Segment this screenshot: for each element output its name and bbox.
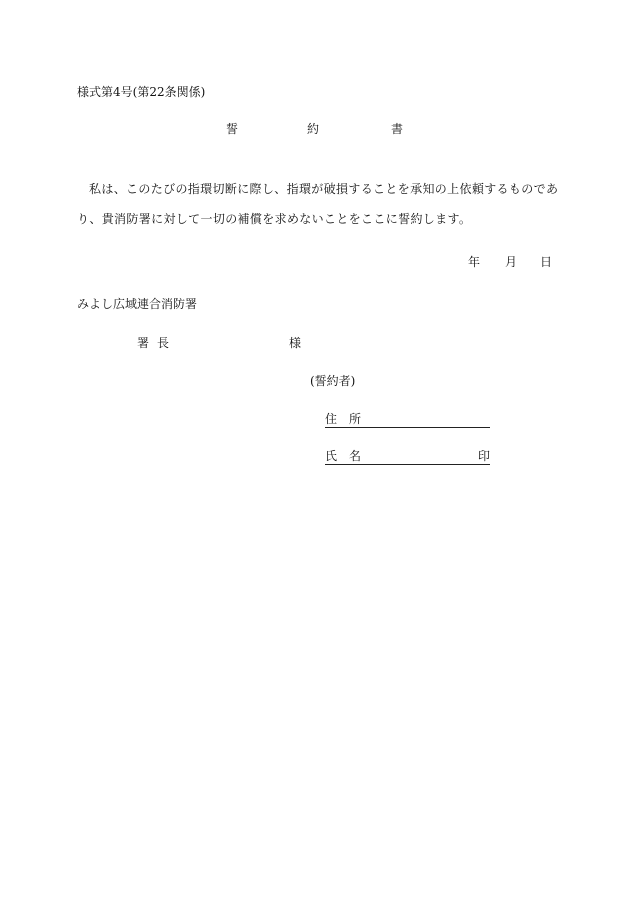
title-char-3: 書 — [391, 122, 404, 136]
pledge-body-line-1: 私は、このたびの指環切断に際し、指環が破損することを承知の上依頼するものであ — [89, 182, 559, 196]
title-char-2: 約 — [307, 122, 320, 136]
date-year-label: 年 — [468, 255, 481, 269]
name-label: 氏名 — [325, 449, 374, 463]
date-month-label: 月 — [505, 255, 518, 269]
address-label: 住所 — [325, 412, 374, 426]
form-number: 様式第4号(第22条関係) — [77, 85, 206, 99]
date-day-label: 日 — [540, 255, 553, 269]
addressee-chief-title: 署長 — [137, 336, 178, 350]
pledger-label: (誓約者) — [310, 374, 356, 388]
name-field[interactable] — [325, 448, 490, 465]
seal-mark: 印 — [477, 449, 490, 463]
title-char-1: 誓 — [226, 122, 239, 136]
address-field[interactable] — [325, 411, 490, 428]
addressee-honorific: 様 — [289, 336, 302, 350]
addressee-organization: みよし広域連合消防署 — [77, 297, 198, 311]
pledge-body-line-2: り、貴消防署に対して一切の補償を求めないことをここに誓約します。 — [77, 212, 472, 226]
